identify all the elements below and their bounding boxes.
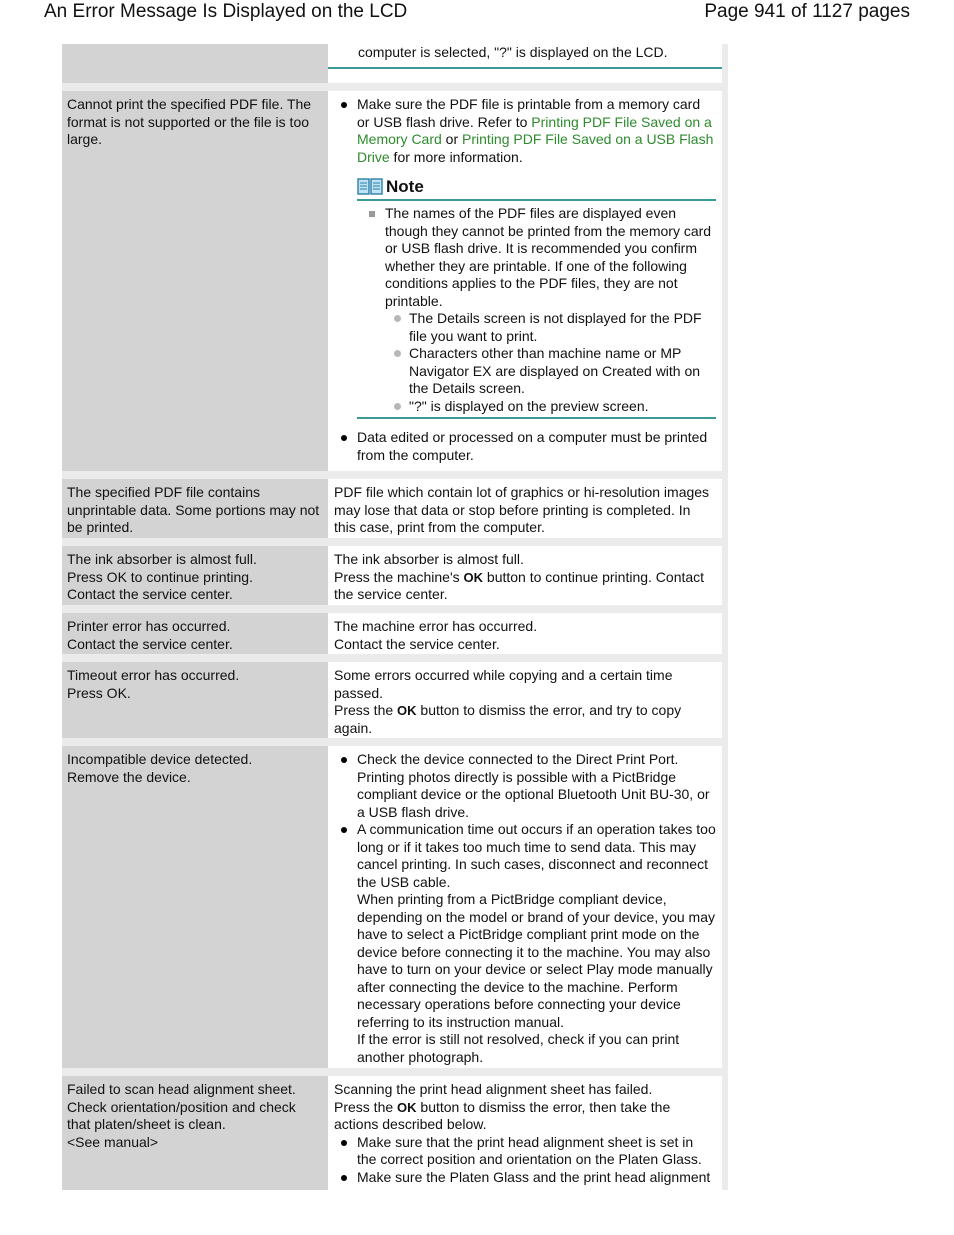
list-item-text: When printing from a PictBridge compliant device, depending on the model or brand of your device, you may have to select a PictBridge compliant print mode on the device before connecting it to the machine. You may also have to turn on your device or select Play mode manually after connecting the device to the machine. Perform necessary operations before connecting your device referring to its instruction manual. <box>357 891 716 1030</box>
error-message-text: Cannot print the specified PDF file. The format is not supported or the file is too large. <box>67 96 312 147</box>
error-message-text: <See manual> <box>67 1133 159 1150</box>
table-row <box>62 91 728 471</box>
table-row <box>62 546 728 605</box>
page-number: Page 941 of 1127 pages <box>704 1 910 22</box>
note-box <box>357 176 716 419</box>
cause-text-part: Press the <box>334 1098 398 1115</box>
cause-text: Scanning the print head alignment sheet has failed. <box>334 1081 653 1097</box>
note-item <box>385 205 716 415</box>
error-message-cell <box>62 662 328 738</box>
row-divider <box>62 605 728 613</box>
cause-text: Contact the service center. <box>334 635 500 652</box>
cause-action-cell <box>328 1076 728 1190</box>
error-message-cell <box>62 613 328 654</box>
link-pdf-memory-card[interactable]: Printing PDF File Saved on a Memory Card <box>357 113 712 147</box>
error-message-text: The specified PDF file contains unprintable data. Some portions may not be printed. <box>67 484 320 535</box>
cause-text: Some errors occurred while copying and a certain time passed. <box>334 667 673 701</box>
cause-text-part: Press the <box>334 702 398 718</box>
error-message-text: Contact the service center. <box>67 635 233 652</box>
table-row <box>62 746 728 1068</box>
sub-list-item: Characters other than machine name or MP Navigator EX are displayed on Created with on the Details screen. <box>409 345 716 398</box>
error-message-text: Remove the device. <box>67 768 191 785</box>
note-header <box>357 176 716 201</box>
table-row <box>62 44 728 83</box>
row-divider <box>62 654 728 662</box>
cause-text: The machine error has occurred. <box>334 618 538 634</box>
list-item-text: for more information. <box>389 148 523 165</box>
ok-button-label: OK <box>463 569 484 585</box>
cause-text-part: button to dismiss the error, then take the actions described below. <box>334 1098 671 1132</box>
sub-list-item: "?" is displayed on the preview screen. <box>409 398 716 416</box>
list-item-text: If the error is still not resolved, check if you can print another photograph. <box>357 1031 680 1065</box>
error-message-text: Press OK. <box>67 684 131 701</box>
sub-list-item: The Details screen is not displayed for the PDF file you want to print. <box>409 310 716 345</box>
book-icon <box>357 177 383 197</box>
ok-button-label: OK <box>397 703 417 718</box>
list-item <box>357 96 716 166</box>
note-title: Note <box>386 177 424 196</box>
error-message-cell <box>62 1076 328 1190</box>
cause-action-cell <box>328 91 728 471</box>
error-message-cell <box>62 91 328 471</box>
error-message-text: Printer error has occurred. <box>67 618 231 634</box>
table-row <box>62 613 728 654</box>
error-message-cell <box>62 44 328 83</box>
cause-text <box>334 569 716 604</box>
list-item-text: or <box>441 131 463 147</box>
error-message-text: Incompatible device detected. <box>67 751 253 767</box>
row-divider <box>62 538 728 546</box>
list-item-text: A communication time out occurs if an operation takes too long or if it takes too much time to send data. This may cancel printing. In such cases, disconnect and reconnect the USB cable. <box>357 821 716 890</box>
error-message-table <box>62 44 728 1190</box>
ok-button-label: OK <box>397 1099 417 1115</box>
error-message-text: Timeout error has occurred. <box>67 667 240 683</box>
list-item: Data edited or processed on a computer must be printed from the computer. <box>357 429 716 464</box>
error-message-text: The ink absorber is almost full. <box>67 551 257 567</box>
error-message-cell <box>62 746 328 1068</box>
link-pdf-usb-flash-drive[interactable]: Printing PDF File Saved on a USB Flash Drive <box>357 131 714 165</box>
cause-action-cell <box>328 44 728 83</box>
row-divider <box>62 471 728 479</box>
error-message-text: Check orientation/position and check that platen/sheet is clean. <box>67 1098 296 1132</box>
list-item: Make sure the Platen Glass and the print head alignment <box>357 1169 716 1187</box>
cause-text: PDF file which contain lot of graphics or hi-resolution images may lose that data or stop before printing is completed. In this case, print from the computer. <box>334 484 710 535</box>
table-row <box>62 662 728 738</box>
cause-text <box>334 1099 716 1134</box>
error-message-text: Press OK to continue printing. <box>67 568 253 585</box>
error-message-text: Failed to scan head alignment sheet. <box>67 1081 296 1097</box>
cause-action-cell <box>328 662 728 738</box>
error-message-cell <box>62 479 328 538</box>
cause-action-cell <box>328 746 728 1068</box>
cause-text: computer is selected, "?" is displayed on the LCD. <box>358 44 668 60</box>
table-row <box>62 479 728 538</box>
list-item <box>357 821 716 1066</box>
table-row <box>62 1076 728 1190</box>
cause-text: The ink absorber is almost full. <box>334 551 524 567</box>
note-item-text: The names of the PDF files are displayed even though they cannot be printed from the memory card or USB flash drive. It is recommended you confirm whether they are printable. If one of the following conditions applies to the PDF files, they are not printable. <box>385 205 712 309</box>
cause-action-cell <box>328 613 728 654</box>
row-divider <box>62 738 728 746</box>
list-item-text: Make sure the PDF file is printable from a memory card or USB flash drive. Refer to <box>357 96 701 130</box>
list-item: Check the device connected to the Direct Print Port. Printing photos directly is possible with a PictBridge compliant device or the optional Bluetooth Unit BU-30, or a USB flash drive. <box>357 751 716 821</box>
error-message-cell <box>62 546 328 605</box>
row-divider <box>62 1068 728 1076</box>
cause-text-part: button to dismiss the error, and try to copy again. <box>334 702 682 736</box>
cause-action-cell <box>328 546 728 605</box>
cause-text <box>334 702 716 737</box>
error-message-text: Contact the service center. <box>67 586 233 602</box>
cause-text-part: Press the machine's <box>334 568 464 585</box>
list-item: Make sure that the print head alignment sheet is set in the correct position and orientation on the Platen Glass. <box>357 1134 716 1169</box>
cause-text-part: button to continue printing. Contact the service center. <box>334 568 705 602</box>
cause-action-cell <box>328 479 728 538</box>
page-header-title: An Error Message Is Displayed on the LCD <box>44 1 408 22</box>
row-divider <box>62 83 728 91</box>
